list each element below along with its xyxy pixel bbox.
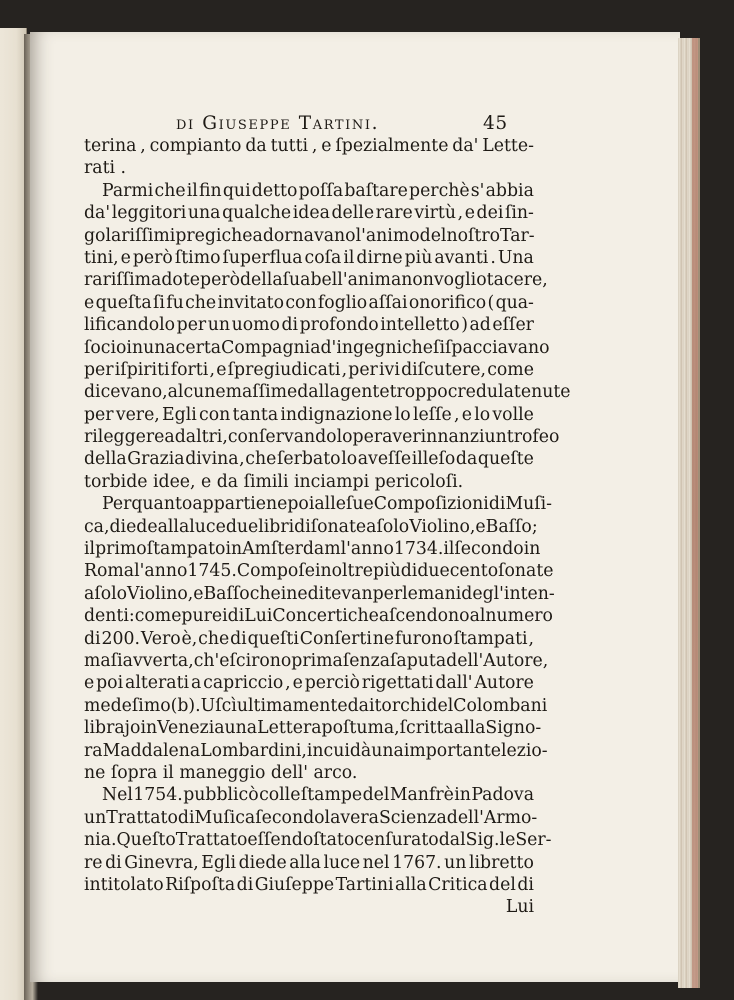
text-line: Parmi che il fin qui detto poſſa baſtare perchè s' abbia [102, 180, 534, 201]
text-line: per iſpiriti forti , e ſpregiudicati , per ivi diſcutere, come [84, 359, 534, 380]
text-line: denti: come pure i di Lui Concerti che aſcendono al numero [84, 606, 553, 627]
text-line: tini, e però ſtimo ſuperflua coſa il dirne più avanti . Una [84, 247, 534, 268]
text-line: un Trattato di Muſica ſecondo la vera Scienza dell' Armo- [84, 807, 538, 828]
text-line: e queſta ſi fu che invitato con foglio aſſai onorifico ( qua- [84, 292, 534, 313]
left-page-edge [0, 28, 27, 1000]
text-line: ma ſi avverta, ch' eſcirono prima ſenza ſaputa dell' Autore, [84, 650, 549, 671]
text-line: torbide idee, e da ſimili inciampi pericoloſi. [84, 471, 464, 492]
page-header [0, 113, 734, 137]
red-edge-stain [692, 38, 698, 988]
text-line: rariſſima dote però della ſua bell' anima non voglio tacere, [84, 270, 548, 291]
running-title: di Giuseppe Tartini. [176, 113, 380, 134]
text-line: re di Ginevra, Egli diede alla luce nel 1767. un libretto [84, 852, 534, 873]
text-line: Nel 1754. pubblicò colle ſtampe del Manfrè in Padova [102, 785, 534, 806]
text-line: da' leggitori una qualche idea delle rare virtù , e dei ſin- [84, 203, 534, 224]
text-line: di 200. Vero è, che di queſti Conſerti ne furono ſtampati , [84, 628, 534, 649]
text-line: lificandolo per un uomo di profondo intelletto ) ad eſſer [84, 315, 534, 336]
text-line: Roma l' anno 1745. Compoſe inoltre più di duecento ſonate [84, 561, 554, 582]
text-line: medeſimo (b). Uſcì ultimamente dai torchi del Colombani [84, 695, 548, 716]
text-line: ra Maddalena Lombardini, in cui dà una importante lezio- [84, 740, 548, 761]
text-line: ca, diede alla luce due libri di ſonate a ſolo Violino, e Baſſo; [84, 516, 538, 537]
text-line: per vere, Egli con tanta indignazione lo leſſe , e lo volle [84, 404, 534, 425]
text-line: ſocio in una certa Compagnia d' ingegni che ſi ſpacciavano [84, 337, 550, 358]
text-line: e poi alterati a capriccio , e perciò rigettati dall' Autore [84, 673, 534, 694]
page-number: 45 [483, 113, 508, 134]
body-text [84, 135, 571, 919]
text-line: ne ſopra il maneggio dell' arco. [84, 762, 358, 783]
text-line: a ſolo Violino, e Baſſo che inedite van per le mani degl' inten- [84, 583, 555, 604]
text-line: Per quanto appartiene poi alle ſue Compoſizioni di Muſi- [102, 494, 553, 515]
text-line: della Grazia divina , che ſerbato lo aveſſe illeſo da queſte [84, 449, 534, 470]
text-line: intitolato Riſpoſta di Giuſeppe Tartini alla Critica del di [84, 874, 534, 895]
text-line: rileggere ad altri , conſervandolo per aver innanzi un trofeo [84, 427, 560, 448]
text-line: golariſſimi pregi che adornavano l' animo del noſtro Tar- [84, 225, 535, 246]
text-line: terina , compianto da tutti , e ſpezialmente da' Lette- [84, 136, 534, 156]
text-line: nia . Queſto Trattato eſſendo ſtato cenſurato dal Sig. le Ser- [84, 830, 552, 851]
catchword: Lui [505, 897, 534, 918]
text-line: rati . [84, 158, 127, 179]
text-line: il primo ſtampato in Amſterdam l' anno 1734. il ſecondo in [84, 539, 541, 560]
text-line: librajo in Venezia una Lettera poſtuma , ſcritta alla Signo- [84, 718, 542, 739]
text-line: dicevano , alcune maſſime dalla gente troppo credula tenute [84, 382, 571, 403]
